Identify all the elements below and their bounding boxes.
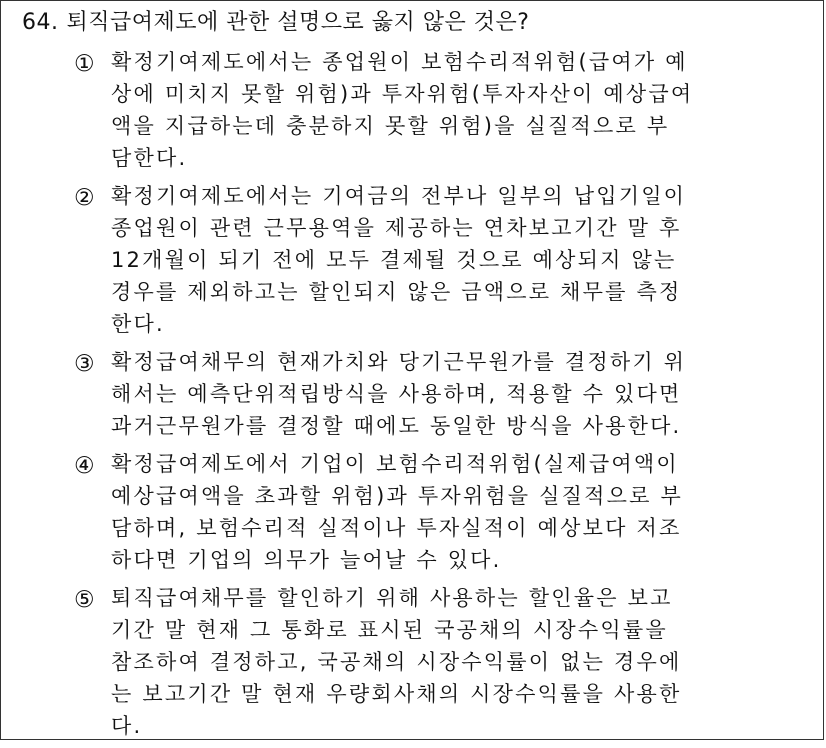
answer-option-2[interactable] <box>22 180 777 340</box>
option-text-line: 는 보고기간 말 현재 우량회사채의 시장수익률을 사용한 <box>111 682 682 706</box>
option-text-line: 기간 말 현재 그 통화로 표시된 국공채의 시장수익률을 <box>111 618 668 642</box>
option-marker: ④ <box>74 453 95 479</box>
option-text-line: 다. <box>111 714 143 738</box>
question-number: 64. <box>22 10 59 35</box>
option-text-line: 참조하여 결정하고, 국공채의 시장수익률이 없는 경우에 <box>111 650 682 674</box>
option-text-line: 확정급여채무의 현재가치와 당기근무원가를 결정하기 위 <box>111 350 687 374</box>
option-text-line: 하다면 기업의 의무가 늘어날 수 있다. <box>111 548 502 572</box>
option-text-line: 상에 미치지 못할 위험)과 투자위험(투자자산이 예상급여 <box>111 82 694 106</box>
answer-option-4[interactable] <box>22 448 777 576</box>
option-marker: ③ <box>74 351 95 377</box>
question-text: 퇴직급여제도에 관한 설명으로 옳지 않은 것은? <box>66 10 530 35</box>
option-text-line: 확정기여제도에서는 기여금의 전부나 일부의 납입기일이 <box>111 184 687 208</box>
question-block <box>22 8 812 748</box>
question-title <box>22 8 812 38</box>
option-text-line: 경우를 제외하고는 할인되지 않은 금액으로 채무를 측정 <box>111 280 682 304</box>
option-text-line: 담한다. <box>111 146 188 170</box>
option-text-line: 퇴직급여채무를 할인하기 위해 사용하는 할인율은 보고 <box>111 586 673 610</box>
option-text-line: 종업원이 관련 근무용역을 제공하는 연차보고기간 말 후 <box>111 216 682 240</box>
option-marker: ⑤ <box>74 587 95 613</box>
option-text-line: 예상급여액을 초과할 위험)과 투자위험을 실질적으로 부 <box>111 484 683 508</box>
option-text-line: 확정급여제도에서 기업이 보험수리적위험(실제급여액이 <box>111 452 679 476</box>
option-text-line: 담하며, 보험수리적 실적이나 투자실적이 예상보다 저조 <box>111 516 682 540</box>
option-text-line: 해서는 예측단위적립방식을 사용하며, 적용할 수 있다면 <box>111 382 682 406</box>
answer-options <box>22 46 812 742</box>
option-text-line: 과거근무원가를 결정할 때에도 동일한 방식을 사용한다. <box>111 414 682 438</box>
option-text-line: 확정기여제도에서는 종업원이 보험수리적위험(급여가 예 <box>111 50 688 74</box>
answer-option-1[interactable] <box>22 46 777 174</box>
answer-option-5[interactable] <box>22 582 777 742</box>
option-marker: ① <box>74 51 95 77</box>
option-text-line: 한다. <box>111 312 165 336</box>
option-text-line: 12개월이 되기 전에 모두 결제될 것으로 예상되지 않는 <box>111 248 677 272</box>
answer-option-3[interactable] <box>22 346 777 442</box>
option-text-line: 액을 지급하는데 충분하지 못할 위험)을 실질적으로 부 <box>111 114 670 138</box>
option-marker: ② <box>74 185 95 211</box>
